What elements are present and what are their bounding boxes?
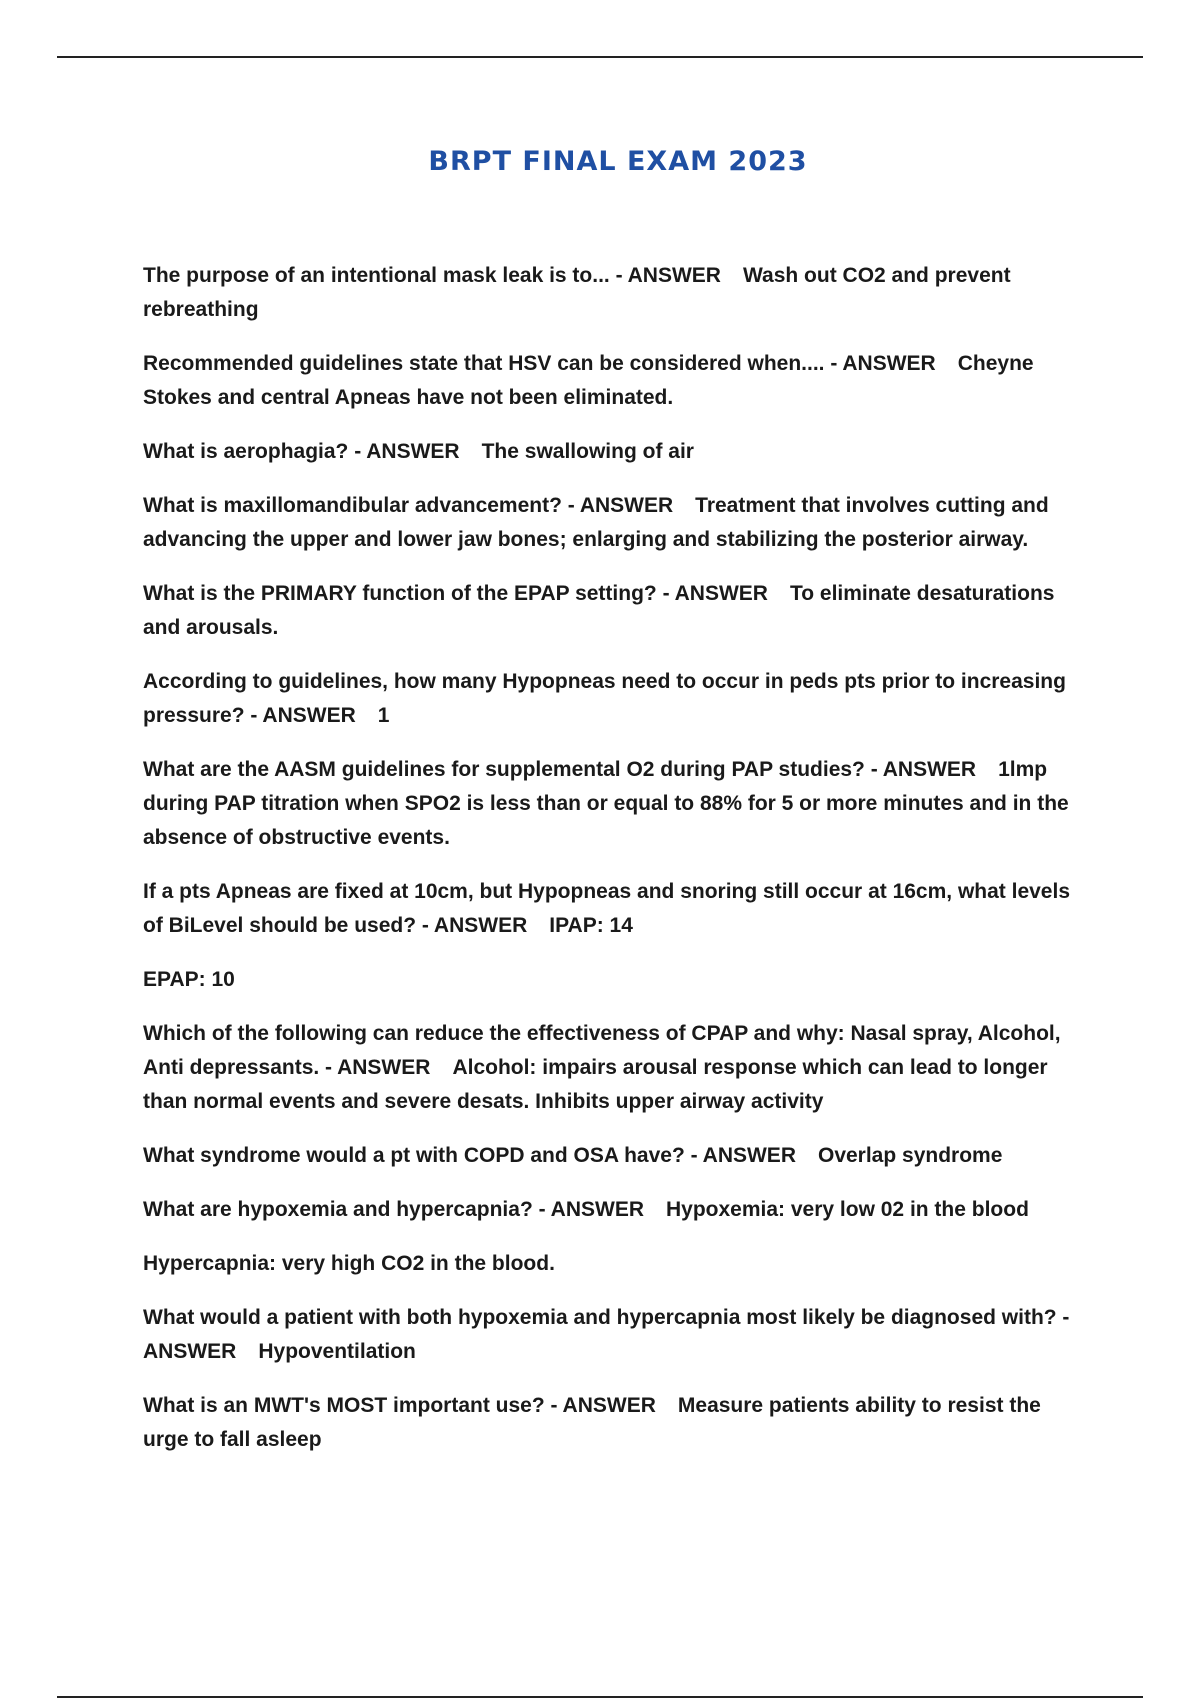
qa-question: Which of the following can reduce the effectiveness of CPAP and why: Nasal spray, Alcohol, Anti depressants. - ANSWER bbox=[143, 1022, 1061, 1079]
qa-answer-continued: EPAP: 10 bbox=[143, 968, 235, 991]
qa-question: What would a patient with both hypoxemia and hypercapnia most likely be diagnosed with? - ANSWER bbox=[143, 1306, 1070, 1363]
qa-question: The purpose of an intentional mask leak is to... - ANSWER bbox=[143, 264, 721, 287]
qa-answer: Overlap syndrome bbox=[817, 1144, 1003, 1167]
qa-question: What is maxillomandibular advancement? - ANSWER bbox=[143, 494, 674, 517]
qa-item bbox=[143, 1017, 1088, 1119]
qa-continuation bbox=[143, 1247, 1088, 1281]
document-title: BRPT FINAL EXAM 2023 bbox=[428, 146, 808, 177]
qa-question: What syndrome would a pt with COPD and OSA have? - ANSWER bbox=[143, 1144, 796, 1167]
qa-item bbox=[143, 1301, 1088, 1369]
top-rule bbox=[57, 56, 1143, 58]
qa-answer: Wash out CO2 and prevent rebreathing bbox=[143, 264, 1011, 321]
qa-answer: To eliminate desaturations and arousals. bbox=[143, 582, 1055, 639]
qa-answer: Measure patients ability to resist the urge to fall asleep bbox=[143, 1394, 1041, 1451]
qa-answer: 1 bbox=[377, 704, 390, 727]
qa-question: Recommended guidelines state that HSV can be considered when.... - ANSWER bbox=[143, 352, 936, 375]
qa-answer: Alcohol: impairs arousal response which can lead to longer than normal events and severe desats. Inhibits upper airway activity bbox=[143, 1056, 1048, 1113]
qa-answer: Hypoxemia: very low 02 in the blood bbox=[666, 1198, 1029, 1221]
qa-item bbox=[143, 665, 1088, 733]
qa-answer: Treatment that involves cutting and advancing the upper and lower jaw bones; enlarging and stabilizing the posterior airway. bbox=[143, 494, 1049, 551]
qa-answer: IPAP: 14 bbox=[549, 914, 633, 937]
qa-question: What are hypoxemia and hypercapnia? - ANSWER bbox=[143, 1198, 644, 1221]
qa-item bbox=[143, 259, 1088, 327]
qa-answer: Hypoventilation bbox=[258, 1340, 416, 1363]
qa-item bbox=[143, 753, 1088, 855]
qa-item bbox=[143, 347, 1088, 415]
qa-question: What are the AASM guidelines for supplemental O2 during PAP studies? - ANSWER bbox=[143, 758, 977, 781]
qa-question: What is the PRIMARY function of the EPAP setting? - ANSWER bbox=[143, 582, 768, 605]
qa-list bbox=[143, 259, 1088, 1477]
qa-answer: Cheyne Stokes and central Apneas have not been eliminated. bbox=[143, 352, 1034, 409]
qa-answer: The swallowing of air bbox=[481, 440, 694, 463]
qa-item bbox=[143, 435, 1088, 469]
qa-item bbox=[143, 577, 1088, 645]
qa-answer: 1lmp during PAP titration when SPO2 is less than or equal to 88% for 5 or more minutes and in the absence of obstructive events. bbox=[143, 758, 1069, 849]
qa-question: According to guidelines, how many Hypopneas need to occur in peds pts prior to increasing pressure? - ANSWER bbox=[143, 670, 1066, 727]
qa-continuation bbox=[143, 963, 1088, 997]
qa-item bbox=[143, 1139, 1088, 1173]
qa-item bbox=[143, 1389, 1088, 1457]
qa-item bbox=[143, 875, 1088, 943]
qa-question: What is aerophagia? - ANSWER bbox=[143, 440, 460, 463]
qa-answer-continued: Hypercapnia: very high CO2 in the blood. bbox=[143, 1252, 555, 1275]
bottom-rule bbox=[57, 1696, 1143, 1698]
qa-question: If a pts Apneas are fixed at 10cm, but Hypopneas and snoring still occur at 16cm, what levels of BiLevel should be used? - ANSWER bbox=[143, 880, 1071, 937]
qa-item bbox=[143, 489, 1088, 557]
qa-question: What is an MWT's MOST important use? - ANSWER bbox=[143, 1394, 656, 1417]
qa-item bbox=[143, 1193, 1088, 1227]
